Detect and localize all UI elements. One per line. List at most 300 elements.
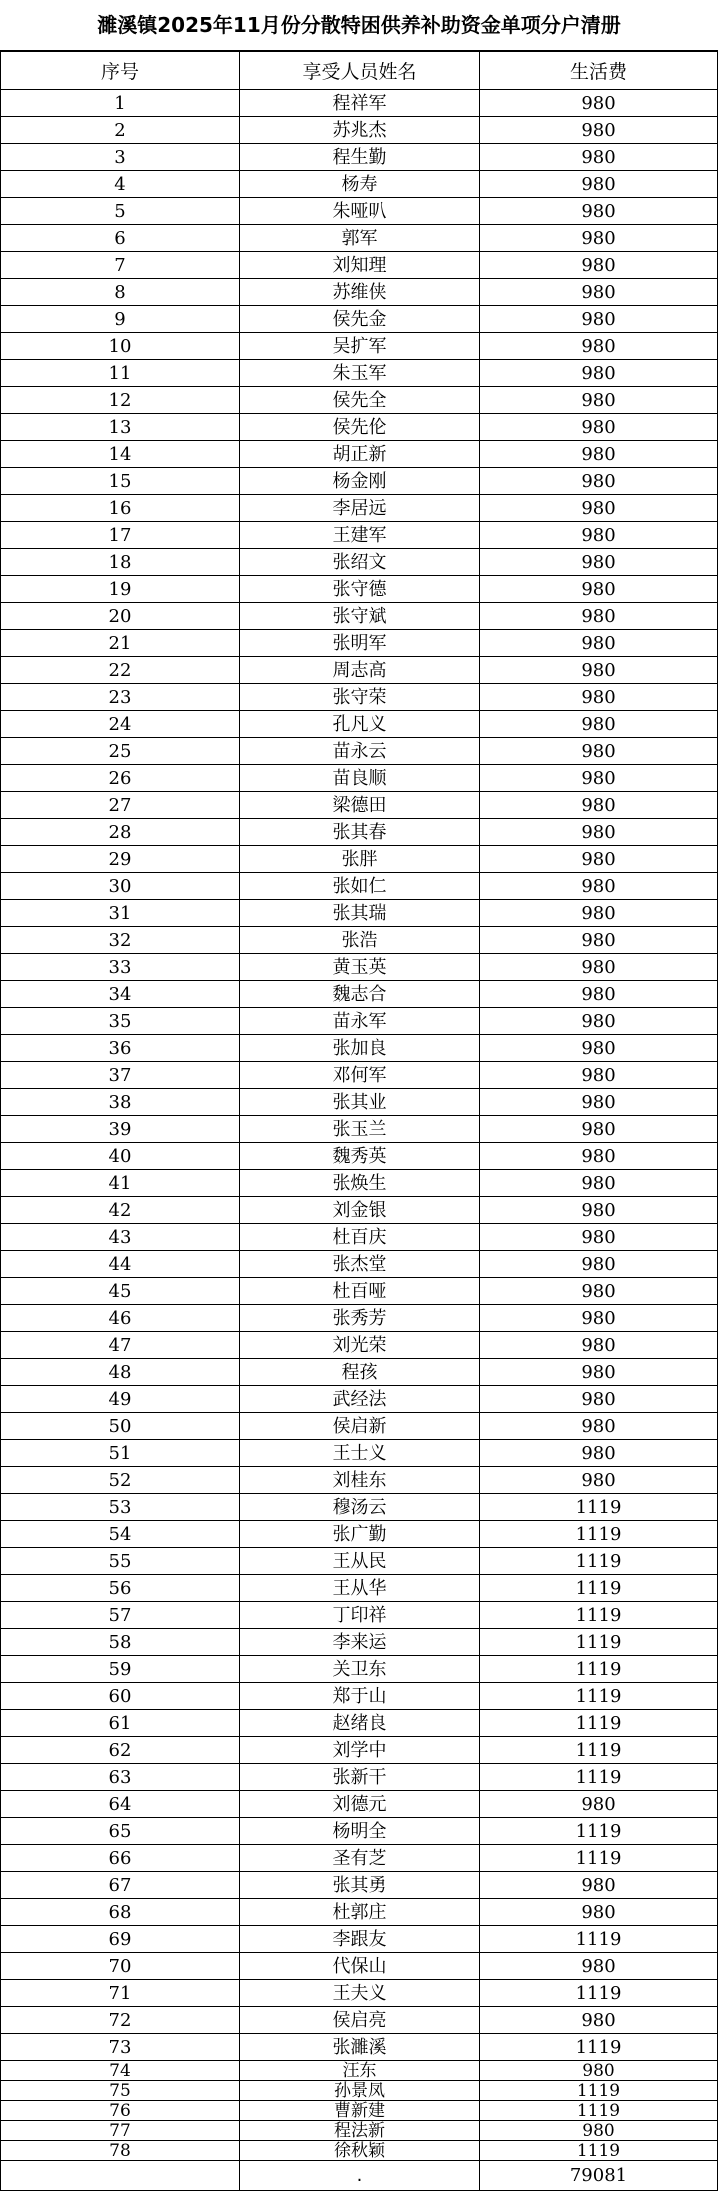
table-row [0,522,718,549]
cell-fee: 980 [480,117,718,143]
cell-fee: 980 [480,1062,718,1088]
cell-name: 吴扩军 [240,333,480,359]
cell-fee: 1119 [480,1737,718,1763]
table-row [0,1386,718,1413]
cell-seq: 72 [0,2007,240,2033]
cell-seq: 54 [0,1521,240,1547]
cell-name: 张濉溪 [240,2034,480,2060]
table-row [0,1359,718,1386]
table-row [0,1683,718,1710]
cell-seq: 76 [0,2101,240,2120]
cell-name: 朱哑叭 [240,198,480,224]
cell-name: 王夫义 [240,1980,480,2006]
table-row [0,684,718,711]
cell-fee: 980 [480,171,718,197]
table-row [0,2081,718,2101]
table-row [0,1926,718,1953]
table-row [0,1170,718,1197]
cell-seq: 14 [0,441,240,467]
cell-fee: 980 [480,549,718,575]
cell-name: 侯先伦 [240,414,480,440]
cell-name: 张其业 [240,1089,480,1115]
cell-name: 程法新 [240,2121,480,2140]
cell-seq: 41 [0,1170,240,1196]
cell-fee: 980 [480,360,718,386]
table-row [0,1602,718,1629]
cell-name: 张守斌 [240,603,480,629]
table-row [0,1116,718,1143]
table-row [0,630,718,657]
cell-seq: 64 [0,1791,240,1817]
cell-seq: 23 [0,684,240,710]
cell-fee: 980 [480,1332,718,1358]
cell-fee: 980 [480,846,718,872]
cell-fee: 980 [480,306,718,332]
cell-fee: 980 [480,1413,718,1439]
table-row [0,792,718,819]
cell-name: 苏维侠 [240,279,480,305]
cell-fee: 1119 [480,1656,718,1682]
cell-fee: 1119 [480,1548,718,1574]
cell-seq: 62 [0,1737,240,1763]
cell-seq: 40 [0,1143,240,1169]
cell-seq: 45 [0,1278,240,1304]
cell-fee: 1119 [480,1980,718,2006]
cell-seq: 63 [0,1764,240,1790]
cell-name: 张绍文 [240,549,480,575]
table-row [0,1440,718,1467]
cell-seq: 11 [0,360,240,386]
header-seq: 序号 [0,52,240,89]
cell-name: 孙景凤 [240,2081,480,2100]
cell-name: 刘德元 [240,1791,480,1817]
table-row [0,1764,718,1791]
cell-seq: 74 [0,2061,240,2080]
cell-fee: 980 [480,765,718,791]
table-row [0,900,718,927]
table-row [0,2141,718,2161]
table-row [0,468,718,495]
cell-name: 刘光荣 [240,1332,480,1358]
table-row [0,117,718,144]
cell-fee: 980 [480,1467,718,1493]
table-row [0,1332,718,1359]
table-row [0,873,718,900]
cell-name: 程祥军 [240,90,480,116]
cell-name: 王建军 [240,522,480,548]
table-row [0,1197,718,1224]
table-row [0,846,718,873]
document-title: 濉溪镇2025年11月份分散特困供养补助资金单项分户清册 [97,13,621,37]
cell-seq: 37 [0,1062,240,1088]
cell-name: 刘金银 [240,1197,480,1223]
cell-fee: 1119 [480,1683,718,1709]
cell-name: 苗永云 [240,738,480,764]
cell-name: 王从民 [240,1548,480,1574]
cell-name: 刘学中 [240,1737,480,1763]
table-row [0,819,718,846]
table-row [0,711,718,738]
cell-name: 郭军 [240,225,480,251]
cell-fee: 980 [480,414,718,440]
cell-seq: 77 [0,2121,240,2140]
table-row [0,1872,718,1899]
cell-seq: 5 [0,198,240,224]
table-row [0,387,718,414]
cell-seq: 47 [0,1332,240,1358]
cell-seq: 46 [0,1305,240,1331]
cell-name: 程生勤 [240,144,480,170]
cell-seq: 30 [0,873,240,899]
roster-table [0,50,718,2191]
table-row [0,1548,718,1575]
cell-fee: 980 [480,468,718,494]
table-row [0,1143,718,1170]
cell-fee: 1119 [480,1818,718,1844]
table-row [0,1413,718,1440]
cell-fee: 980 [480,873,718,899]
cell-seq: 55 [0,1548,240,1574]
cell-seq: 65 [0,1818,240,1844]
cell-fee: 980 [480,225,718,251]
cell-fee: 980 [480,630,718,656]
cell-fee: 980 [480,387,718,413]
table-row [0,1305,718,1332]
cell-name: 圣有芝 [240,1845,480,1871]
cell-seq: 29 [0,846,240,872]
table-row [0,333,718,360]
cell-name: 梁德田 [240,792,480,818]
table-row [0,1629,718,1656]
cell-seq: 69 [0,1926,240,1952]
table-row [0,441,718,468]
cell-name: 张浩 [240,927,480,953]
cell-seq: 22 [0,657,240,683]
cell-seq: 28 [0,819,240,845]
cell-name: 侯先金 [240,306,480,332]
cell-name: 张杰堂 [240,1251,480,1277]
table-row [0,765,718,792]
cell-name: 刘桂东 [240,1467,480,1493]
cell-name: 苗永军 [240,1008,480,1034]
cell-name: 侯启亮 [240,2007,480,2033]
cell-name: 朱玉军 [240,360,480,386]
cell-fee: 980 [480,2007,718,2033]
cell-name: 曹新建 [240,2101,480,2120]
cell-seq: 18 [0,549,240,575]
cell-fee: 980 [480,1008,718,1034]
cell-seq: 36 [0,1035,240,1061]
table-row [0,1251,718,1278]
cell-name: 孔凡义 [240,711,480,737]
cell-fee: 980 [480,1116,718,1142]
total-fee: 79081 [480,2161,718,2190]
cell-fee: 980 [480,900,718,926]
cell-seq: 56 [0,1575,240,1601]
cell-fee: 1119 [480,1764,718,1790]
cell-fee: 980 [480,954,718,980]
cell-seq: 4 [0,171,240,197]
cell-name: 王从华 [240,1575,480,1601]
cell-seq: 21 [0,630,240,656]
cell-name: 关卫东 [240,1656,480,1682]
cell-fee: 980 [480,198,718,224]
cell-seq: 50 [0,1413,240,1439]
table-row [0,981,718,1008]
cell-seq: 75 [0,2081,240,2100]
cell-name: 程孩 [240,1359,480,1385]
cell-fee: 980 [480,1386,718,1412]
table-row [0,495,718,522]
cell-name: 苗良顺 [240,765,480,791]
table-row [0,2007,718,2034]
cell-name: 张广勤 [240,1521,480,1547]
cell-fee: 980 [480,576,718,602]
cell-fee: 980 [480,657,718,683]
cell-name: 徐秋颖 [240,2141,480,2160]
table-row [0,576,718,603]
table-header-row [0,50,718,90]
table-row [0,738,718,765]
table-row [0,1953,718,1980]
table-row [0,2034,718,2061]
cell-seq: 42 [0,1197,240,1223]
cell-fee: 1119 [480,1575,718,1601]
table-row [0,90,718,117]
cell-seq: 16 [0,495,240,521]
cell-fee: 1119 [480,1710,718,1736]
cell-name: 汪东 [240,2061,480,2080]
cell-fee: 980 [480,144,718,170]
cell-name: 张焕生 [240,1170,480,1196]
cell-seq: 26 [0,765,240,791]
cell-name: 杨明全 [240,1818,480,1844]
table-row [0,1089,718,1116]
table-row [0,1899,718,1926]
cell-name: 张秀芳 [240,1305,480,1331]
cell-name: 张明军 [240,630,480,656]
table-row [0,1818,718,1845]
cell-name: 周志高 [240,657,480,683]
cell-name: 丁印祥 [240,1602,480,1628]
cell-fee: 980 [480,441,718,467]
cell-fee: 980 [480,603,718,629]
total-seq [0,2161,240,2190]
cell-name: 张其春 [240,819,480,845]
cell-seq: 43 [0,1224,240,1250]
cell-seq: 19 [0,576,240,602]
table-row [0,2061,718,2081]
cell-fee: 980 [480,252,718,278]
cell-seq: 31 [0,900,240,926]
cell-seq: 7 [0,252,240,278]
cell-fee: 980 [480,90,718,116]
cell-name: 刘知理 [240,252,480,278]
cell-fee: 980 [480,1440,718,1466]
table-row [0,2121,718,2141]
cell-fee: 980 [480,1170,718,1196]
cell-seq: 68 [0,1899,240,1925]
cell-seq: 15 [0,468,240,494]
cell-name: 杜郭庄 [240,1899,480,1925]
cell-name: 魏志合 [240,981,480,1007]
cell-name: 张其瑞 [240,900,480,926]
cell-seq: 25 [0,738,240,764]
table-row [0,252,718,279]
cell-seq: 33 [0,954,240,980]
cell-name: 赵绪良 [240,1710,480,1736]
cell-fee: 980 [480,279,718,305]
table-row [0,1035,718,1062]
table-row [0,927,718,954]
table-body [0,90,718,2161]
cell-name: 邓何军 [240,1062,480,1088]
table-row [0,1494,718,1521]
cell-fee: 980 [480,1197,718,1223]
cell-seq: 24 [0,711,240,737]
cell-seq: 57 [0,1602,240,1628]
cell-fee: 980 [480,495,718,521]
cell-seq: 70 [0,1953,240,1979]
cell-seq: 38 [0,1089,240,1115]
cell-fee: 980 [480,1953,718,1979]
cell-name: 郑于山 [240,1683,480,1709]
cell-seq: 20 [0,603,240,629]
table-row [0,1008,718,1035]
cell-seq: 39 [0,1116,240,1142]
table-row [0,1062,718,1089]
cell-seq: 51 [0,1440,240,1466]
table-row [0,279,718,306]
table-row [0,1710,718,1737]
table-row [0,603,718,630]
cell-seq: 59 [0,1656,240,1682]
cell-fee: 1119 [480,2034,718,2060]
cell-fee: 1119 [480,1602,718,1628]
table-row [0,1737,718,1764]
cell-name: 黄玉英 [240,954,480,980]
cell-seq: 32 [0,927,240,953]
table-row [0,360,718,387]
cell-fee: 980 [480,1305,718,1331]
cell-seq: 2 [0,117,240,143]
cell-seq: 9 [0,306,240,332]
cell-fee: 980 [480,522,718,548]
cell-seq: 58 [0,1629,240,1655]
cell-fee: 1119 [480,1629,718,1655]
cell-fee: 1119 [480,2101,718,2120]
cell-seq: 8 [0,279,240,305]
cell-seq: 67 [0,1872,240,1898]
cell-name: 张新干 [240,1764,480,1790]
total-name: . [240,2161,480,2190]
cell-fee: 1119 [480,1521,718,1547]
cell-seq: 1 [0,90,240,116]
cell-fee: 980 [480,1899,718,1925]
table-row [0,2101,718,2121]
cell-name: 张胖 [240,846,480,872]
cell-name: 李来运 [240,1629,480,1655]
cell-seq: 78 [0,2141,240,2160]
cell-fee: 980 [480,927,718,953]
cell-name: 侯启新 [240,1413,480,1439]
cell-seq: 44 [0,1251,240,1277]
cell-fee: 980 [480,1791,718,1817]
cell-fee: 1119 [480,1845,718,1871]
cell-name: 李跟友 [240,1926,480,1952]
table-row [0,1521,718,1548]
cell-name: 胡正新 [240,441,480,467]
cell-fee: 1119 [480,1494,718,1520]
cell-fee: 980 [480,1251,718,1277]
cell-seq: 17 [0,522,240,548]
table-row [0,1791,718,1818]
cell-fee: 980 [480,819,718,845]
cell-fee: 980 [480,981,718,1007]
cell-fee: 980 [480,1143,718,1169]
cell-name: 张其勇 [240,1872,480,1898]
table-row [0,171,718,198]
cell-seq: 34 [0,981,240,1007]
cell-seq: 73 [0,2034,240,2060]
cell-name: 魏秀英 [240,1143,480,1169]
cell-name: 张玉兰 [240,1116,480,1142]
cell-name: 侯先全 [240,387,480,413]
cell-fee: 980 [480,738,718,764]
cell-name: 杨寿 [240,171,480,197]
cell-fee: 980 [480,711,718,737]
cell-seq: 66 [0,1845,240,1871]
table-row [0,198,718,225]
cell-name: 张守荣 [240,684,480,710]
cell-name: 杜百庆 [240,1224,480,1250]
cell-seq: 60 [0,1683,240,1709]
cell-seq: 61 [0,1710,240,1736]
cell-name: 张加良 [240,1035,480,1061]
cell-seq: 6 [0,225,240,251]
cell-seq: 48 [0,1359,240,1385]
cell-name: 杜百哑 [240,1278,480,1304]
cell-seq: 10 [0,333,240,359]
cell-fee: 980 [480,1278,718,1304]
cell-name: 杨金刚 [240,468,480,494]
cell-fee: 980 [480,1872,718,1898]
table-row [0,1656,718,1683]
table-row [0,1467,718,1494]
cell-fee: 980 [480,1224,718,1250]
cell-fee: 1119 [480,1926,718,1952]
header-fee: 生活费 [480,52,718,89]
cell-fee: 980 [480,1359,718,1385]
table-row [0,954,718,981]
table-row [0,144,718,171]
cell-name: 武经法 [240,1386,480,1412]
cell-seq: 49 [0,1386,240,1412]
cell-name: 李居远 [240,495,480,521]
cell-seq: 35 [0,1008,240,1034]
cell-name: 王士义 [240,1440,480,1466]
header-name: 享受人员姓名 [240,52,480,89]
cell-name: 穆汤云 [240,1494,480,1520]
table-row [0,1278,718,1305]
cell-fee: 980 [480,1089,718,1115]
cell-seq: 3 [0,144,240,170]
table-row [0,1980,718,2007]
table-row [0,306,718,333]
table-row [0,1224,718,1251]
table-row [0,225,718,252]
table-row [0,549,718,576]
